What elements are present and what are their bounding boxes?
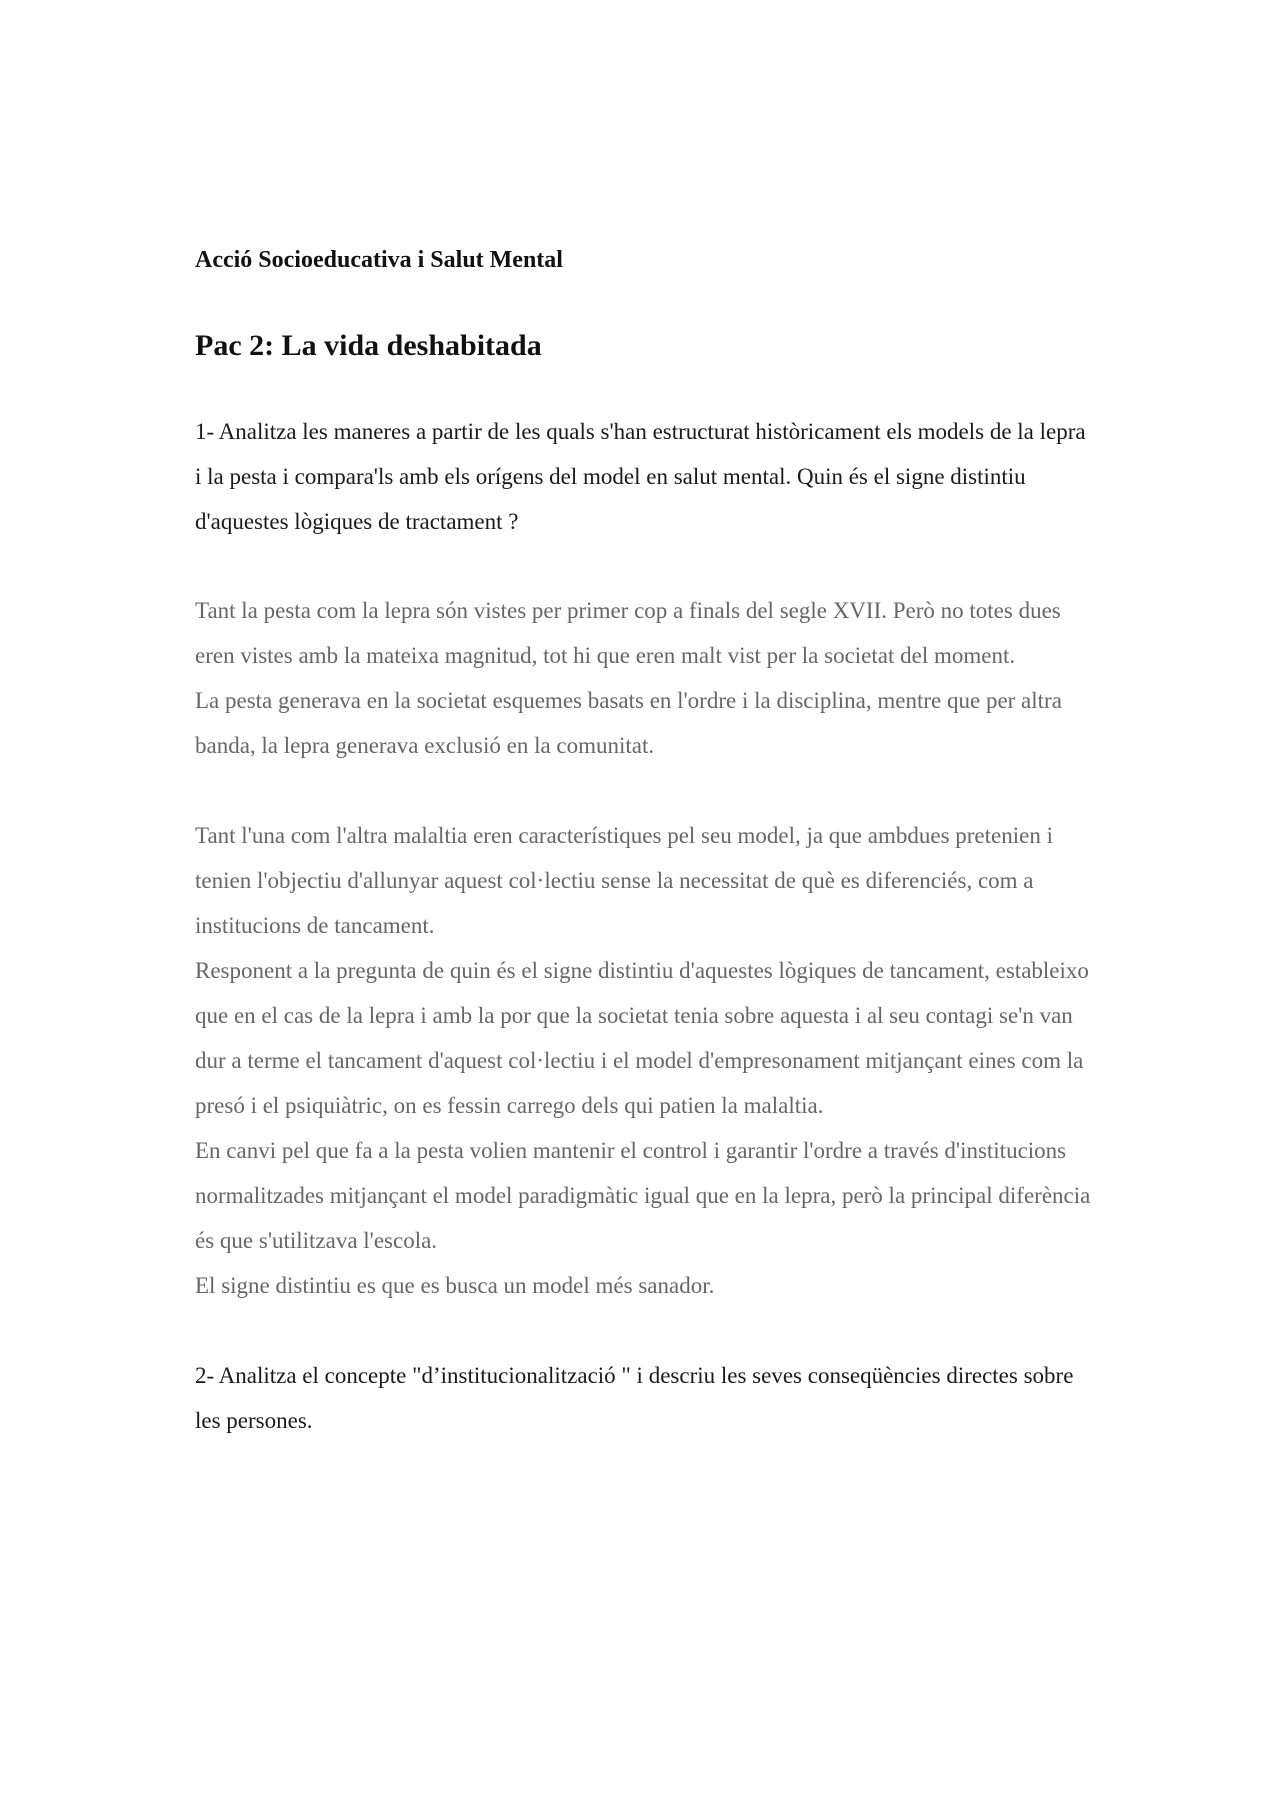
answer-paragraph: Tant l'una com l'altra malaltia eren característiques pel seu model, ja que ambdues pretenien i tenien l'objectiu d'allunyar aquest col·lectiu sense la necessitat de què es diferenciés, com a institucions de tancament. [195, 823, 1053, 938]
answer-paragraph: El signe distintiu es que es busca un model més sanador. [195, 1273, 715, 1298]
course-title: Acció Socioeducativa i Salut Mental [195, 247, 563, 273]
answer-paragraph: Tant la pesta com la lepra són vistes per primer cop a finals del segle XVII. Però no totes dues eren vistes amb la mateixa magnitud, tot hi que eren malt vist per la societat del moment. [195, 598, 1061, 668]
answer-1-block-a [195, 588, 1095, 768]
answer-paragraph: Responent a la pregunta de quin és el signe distintiu d'aquestes lògiques de tancament, estableixo que en el cas de la lepra i amb la por que la societat tenia sobre aquesta i al seu contagi se'n van dur a terme el tancament d'aquest col·lectiu i el model d'empresonament mitjançant eines com la presó i el psiquiàtric, on es fessin carrego dels qui patien la malaltia. [195, 958, 1089, 1118]
answer-1-block-b [195, 813, 1095, 1308]
answer-paragraph: En canvi pel que fa a la pesta volien mantenir el control i garantir l'ordre a través d'institucions normalitzades mitjançant el model paradigmàtic igual que en la lepra, però la principal diferència és que s'utilitzava l'escola. [195, 1138, 1091, 1253]
document-page [195, 244, 1095, 1443]
assignment-title: Pac 2: La vida deshabitada [195, 329, 542, 362]
answer-paragraph: La pesta generava en la societat esquemes basats en l'ordre i la disciplina, mentre que per altra banda, la lepra generava exclusió en la comunitat. [195, 688, 1062, 758]
question-1: 1- Analitza les maneres a partir de les quals s'han estructurat històricament els models de la lepra i la pesta i compara'ls amb els orígens del model en salut mental. Quin és el signe distintiu d'aquestes lògiques de tractament ? [195, 419, 1086, 534]
question-2: 2- Analitza el concepte "d’institucionalització " i descriu les seves conseqüències directes sobre les persones. [195, 1363, 1074, 1433]
